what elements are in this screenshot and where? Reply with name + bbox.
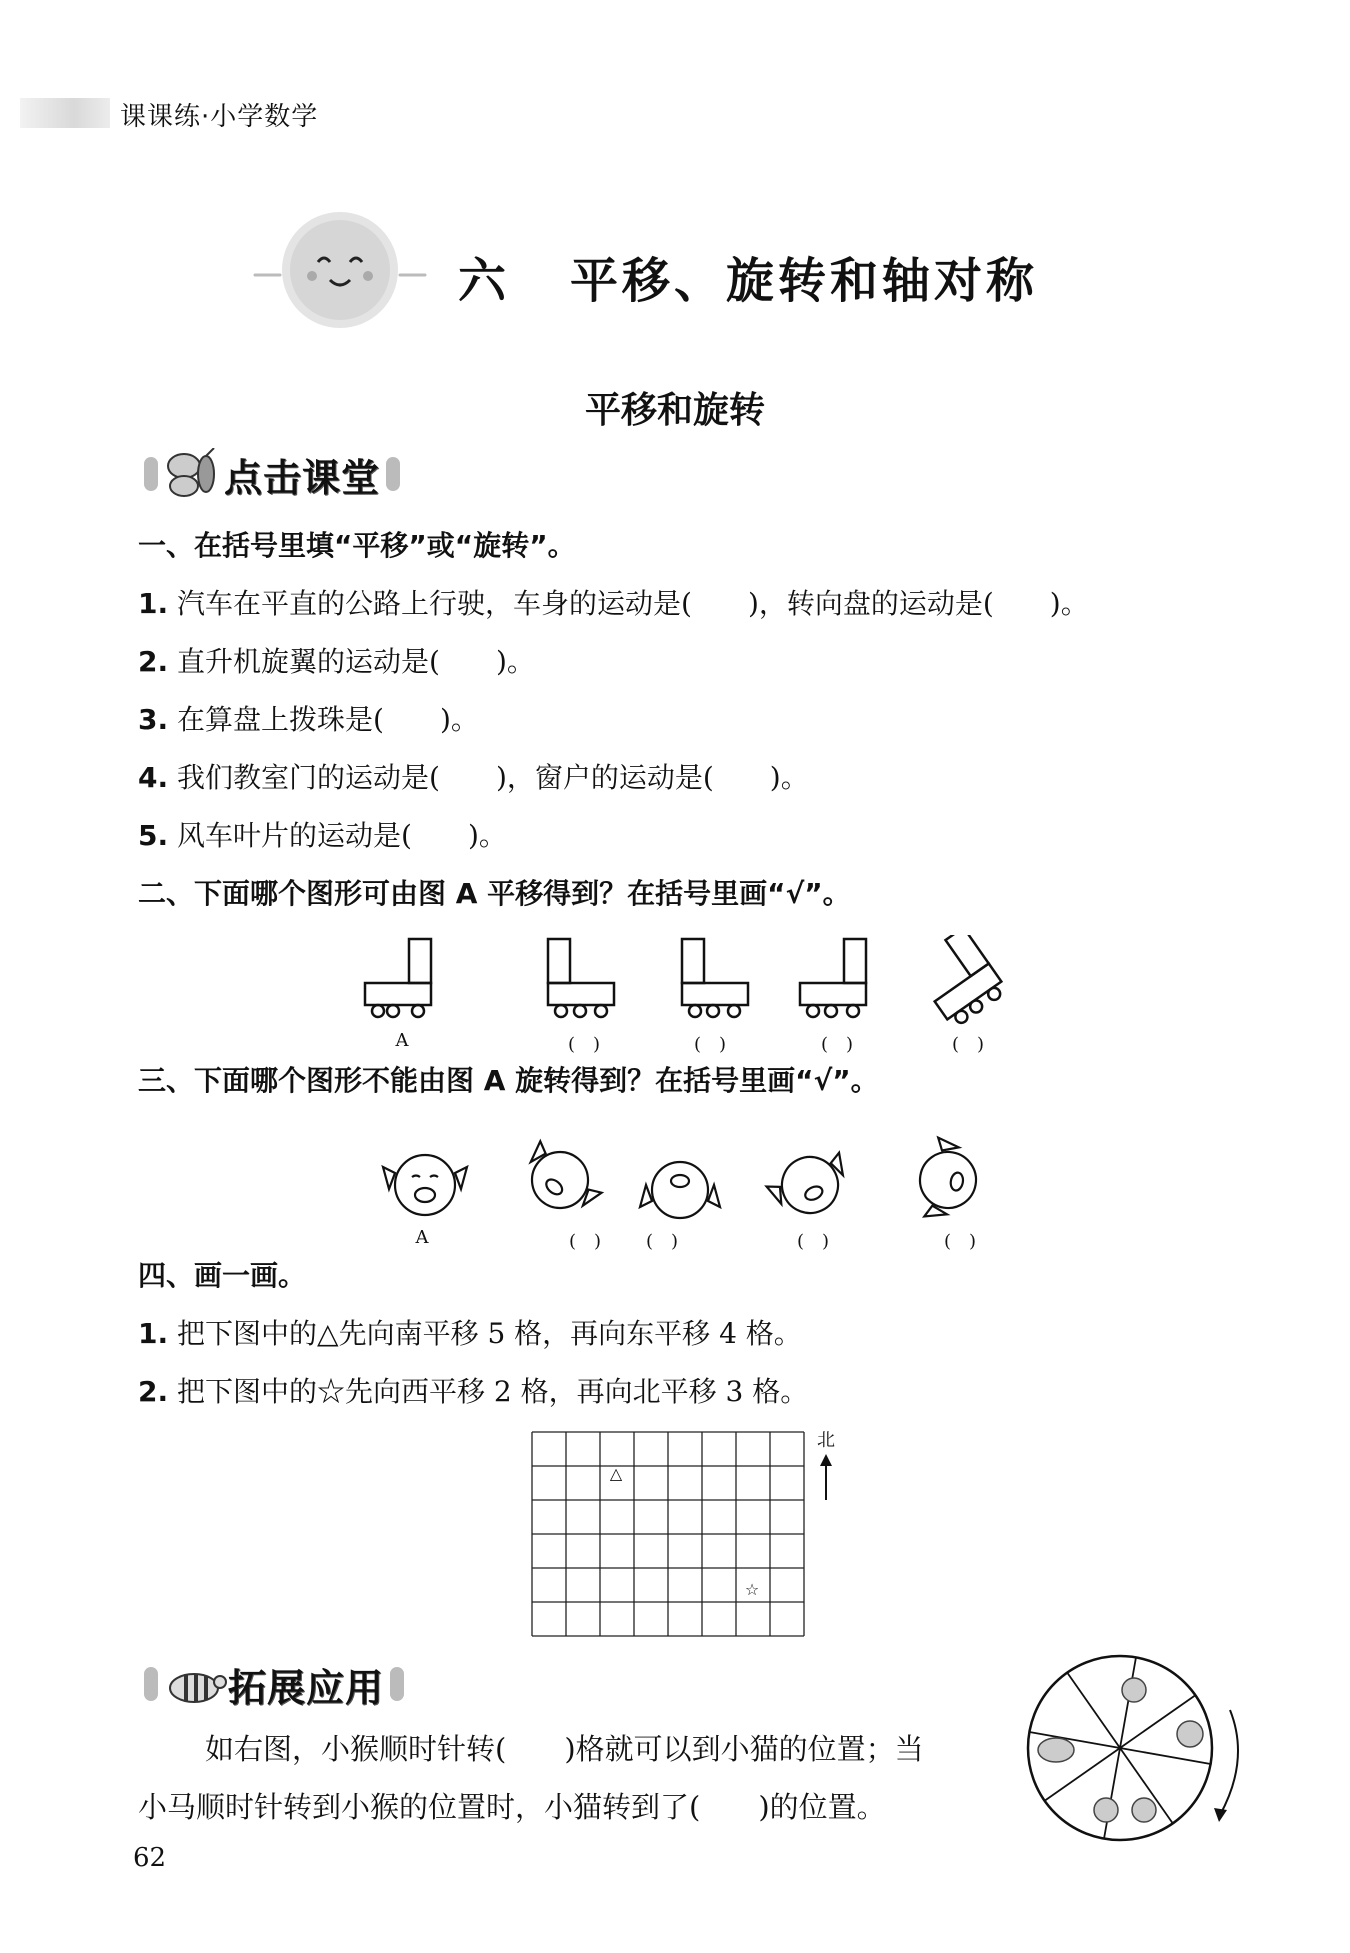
part1-item-4 [138,758,809,798]
extension-line-2: 小马顺时针转到小猴的位置时，小猫转到了( )的位置。 [138,1790,886,1824]
north-label: 北 [817,1430,835,1451]
item-number: 5. [138,819,169,852]
figure-2-pig [640,1162,720,1218]
part2-answer-4[interactable]: ( ) [951,1034,985,1055]
figure-2-cart [682,939,748,1017]
animal-icon-bottom-left [1094,1798,1118,1822]
drawing-grid[interactable] [530,1430,850,1640]
banner-right-bracket [386,457,400,491]
figure-1-pig [511,1133,608,1227]
item-number: 2. [138,1375,169,1408]
item-number: 4. [138,761,169,794]
part1-item-5 [138,816,507,856]
animal-icon-top [1122,1678,1146,1702]
translation-figures [360,935,1010,1025]
banner-classroom [138,448,406,500]
figure-4-pig [913,1136,982,1225]
figure-4-cart [909,935,1008,1025]
part2-heading: 二、下面哪个图形可由图 A 平移得到？在括号里画“√”。 [138,877,851,910]
item-number: 1. [138,587,169,620]
item-number: 2. [138,645,169,678]
part1-item-3 [138,700,479,740]
part3-answer-4[interactable]: ( ) [943,1231,977,1252]
banner-extension [138,1658,410,1710]
bee-icon [164,1658,228,1710]
rotation-figures [370,1125,1010,1235]
star-marker: ☆ [744,1580,760,1599]
part4-heading: 四、画一画。 [138,1259,307,1292]
part3-heading: 三、下面哪个图形不能由图 A 旋转得到？在括号里画“√”。 [138,1064,879,1097]
extension-line-1: 如右图，小猴顺时针转( )格就可以到小猫的位置；当 [205,1732,924,1766]
chapter-number: 六 [458,253,511,309]
animal-icon-right [1177,1721,1203,1747]
banner-label: 点击课堂 [224,455,381,500]
figure-3-cart [800,939,866,1017]
part3-label-a: A [415,1227,429,1248]
figure-a-pig [383,1155,467,1215]
item-text: 风车叶片的运动是( )。 [177,819,507,852]
part2-label-a: A [395,1030,409,1051]
section-title: 平移和旋转 [584,390,765,431]
figure-a-cart [365,939,431,1017]
part2-answer-3[interactable]: ( ) [820,1034,854,1055]
page-number: 62 [133,1843,167,1873]
north-arrow-icon [820,1454,832,1500]
item-text: 把下图中的☆先向西平移 2 格，再向北平移 3 格。 [177,1375,809,1408]
banner-label: 拓展应用 [228,1665,385,1710]
item-text: 直升机旋翼的运动是( )。 [177,645,535,678]
animal-wheel [1020,1650,1250,1850]
part1-item-2 [138,642,535,682]
part1-heading: 一、在括号里填“平移”或“旋转”。 [138,529,576,562]
horse-icon [1038,1738,1074,1762]
figure-3-pig [762,1143,858,1228]
banner-left-bracket [144,457,158,491]
triangle-marker: △ [609,1464,623,1483]
banner-left-bracket [144,1667,158,1701]
butterfly-icon [164,448,224,500]
item-number: 1. [138,1317,169,1350]
header-title: 课课练·小学数学 [120,102,319,132]
part1-item-1 [138,584,1089,624]
part2-answer-1[interactable]: ( ) [567,1034,601,1055]
item-text: 把下图中的△先向南平移 5 格，再向东平移 4 格。 [177,1317,802,1350]
item-text: 在算盘上拨珠是( )。 [177,703,479,736]
part3-answer-1[interactable]: ( ) [568,1231,602,1252]
item-text: 汽车在平直的公路上行驶，车身的运动是( )，转向盘的运动是( )。 [177,587,1089,620]
chapter-title-text: 平移、旋转和轴对称 [570,253,1039,309]
part3-answer-3[interactable]: ( ) [796,1231,830,1252]
figure-1-cart [548,939,614,1017]
item-text: 我们教室门的运动是( )，窗户的运动是( )。 [177,761,809,794]
part4-item-1 [138,1314,802,1354]
part4-item-2 [138,1372,808,1412]
sun-mascot-icon [250,200,430,350]
part3-answer-2[interactable]: ( ) [645,1231,679,1252]
header-decoration [20,98,110,128]
part2-answer-2[interactable]: ( ) [693,1034,727,1055]
clockwise-arrow-icon [1220,1710,1238,1815]
banner-right-bracket [390,1667,404,1701]
item-number: 3. [138,703,169,736]
chapter-title [458,242,1038,311]
animal-icon-bottom-right [1132,1798,1156,1822]
